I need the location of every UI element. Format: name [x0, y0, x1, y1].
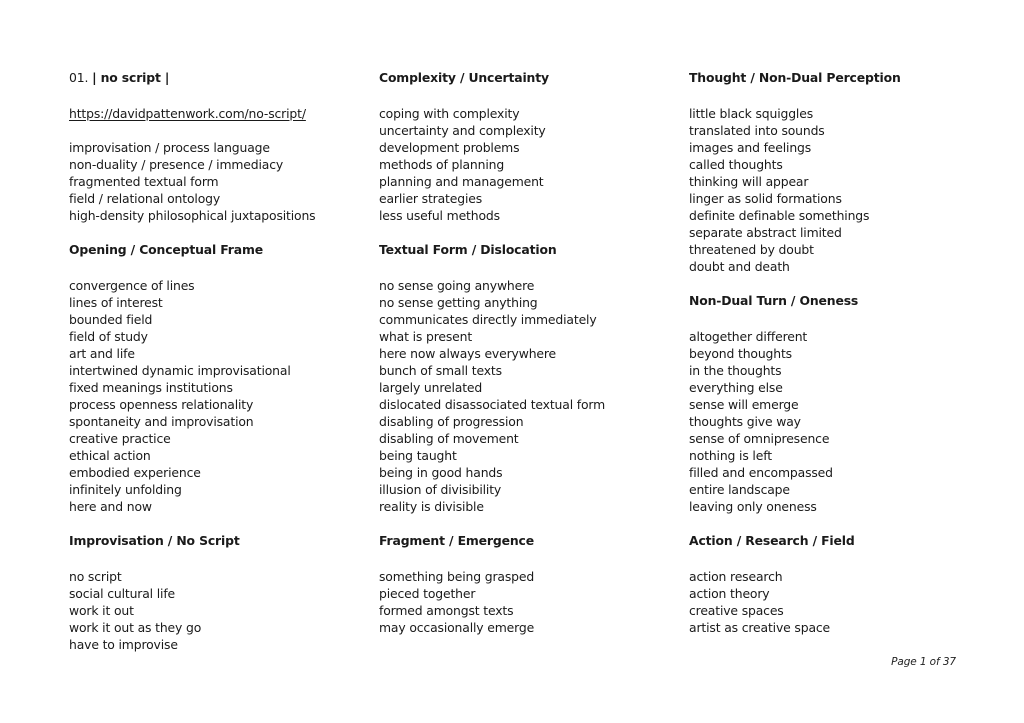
text-line: altogether different [689, 329, 808, 344]
text-line: development problems [379, 140, 520, 155]
text-line: coping with complexity [379, 106, 520, 121]
column-2 [379, 69, 679, 636]
section-lines [379, 105, 679, 224]
section-lines [689, 568, 989, 636]
keyword-item: non-duality / presence / immediacy [69, 157, 284, 172]
text-line: in the thoughts [689, 363, 782, 378]
text-line: action theory [689, 586, 770, 601]
text-line: planning and management [379, 174, 544, 189]
section-heading: Improvisation / No Script [69, 533, 240, 548]
document-number: 01. [69, 70, 89, 85]
text-line: less useful methods [379, 208, 500, 223]
text-line: entire landscape [689, 482, 790, 497]
section-heading: Action / Research / Field [689, 533, 855, 548]
text-line: artist as creative space [689, 620, 831, 635]
text-line: what is present [379, 329, 473, 344]
text-line: reality is divisible [379, 499, 484, 514]
section-heading: Complexity / Uncertainty [379, 70, 549, 85]
text-line: leaving only oneness [689, 499, 817, 514]
document-url-link[interactable]: https://davidpattenwork.com/no-script/ [69, 106, 306, 121]
text-line: something being grasped [379, 569, 535, 584]
text-line: fixed meanings institutions [69, 380, 233, 395]
section-lines [689, 105, 989, 275]
text-line: here and now [69, 499, 152, 514]
text-line: intertwined dynamic improvisational [69, 363, 291, 378]
text-line: definite definable somethings [689, 208, 870, 223]
text-line: no script [69, 569, 122, 584]
text-line: translated into sounds [689, 123, 825, 138]
text-line: beyond thoughts [689, 346, 792, 361]
column-3 [689, 69, 989, 636]
section-lines [379, 568, 679, 636]
document-header [69, 69, 369, 86]
text-line: communicates directly immediately [379, 312, 597, 327]
text-line: thinking will appear [689, 174, 809, 189]
section-heading: Thought / Non-Dual Perception [689, 70, 901, 85]
text-line: field of study [69, 329, 148, 344]
keyword-item: improvisation / process language [69, 140, 270, 155]
keyword-list [69, 139, 369, 224]
text-line: disabling of movement [379, 431, 519, 446]
text-line: little black squiggles [689, 106, 814, 121]
text-line: bounded field [69, 312, 153, 327]
text-line: spontaneity and improvisation [69, 414, 254, 429]
text-line: work it out [69, 603, 134, 618]
section-lines [69, 277, 369, 515]
text-line: no sense getting anything [379, 295, 538, 310]
text-line: infinitely unfolding [69, 482, 182, 497]
section-heading: Textual Form / Dislocation [379, 242, 557, 257]
text-line: nothing is left [689, 448, 772, 463]
section-heading: Fragment / Emergence [379, 533, 534, 548]
text-line: called thoughts [689, 157, 783, 172]
text-line: thoughts give way [689, 414, 801, 429]
text-line: methods of planning [379, 157, 505, 172]
text-line: process openness relationality [69, 397, 254, 412]
text-line: bunch of small texts [379, 363, 502, 378]
text-line: social cultural life [69, 586, 176, 601]
text-line: doubt and death [689, 259, 790, 274]
text-line: threatened by doubt [689, 242, 814, 257]
text-line: dislocated disassociated textual form [379, 397, 606, 412]
text-line: have to improvise [69, 637, 178, 652]
section-lines [379, 277, 679, 515]
section-lines [69, 568, 369, 653]
text-line: lines of interest [69, 295, 163, 310]
keyword-item: high-density philosophical juxtapositions [69, 208, 316, 223]
text-line: creative spaces [689, 603, 784, 618]
section-lines [689, 328, 989, 515]
text-line: art and life [69, 346, 135, 361]
text-line: work it out as they go [69, 620, 202, 635]
text-line: linger as solid formations [689, 191, 842, 206]
text-line: embodied experience [69, 465, 201, 480]
text-line: illusion of divisibility [379, 482, 502, 497]
section-heading: Non-Dual Turn / Oneness [689, 293, 859, 308]
text-line: everything else [689, 380, 783, 395]
text-line: here now always everywhere [379, 346, 557, 361]
text-line: filled and encompassed [689, 465, 833, 480]
document-title: | no script | [92, 70, 170, 85]
keyword-item: fragmented textual form [69, 174, 219, 189]
text-line: sense of omnipresence [689, 431, 830, 446]
text-line: being taught [379, 448, 457, 463]
section-heading: Opening / Conceptual Frame [69, 242, 263, 257]
text-line: earlier strategies [379, 191, 483, 206]
text-line: disabling of progression [379, 414, 524, 429]
text-line: sense will emerge [689, 397, 799, 412]
text-line: action research [689, 569, 783, 584]
text-line: images and feelings [689, 140, 812, 155]
text-line: uncertainty and complexity [379, 123, 546, 138]
text-line: no sense going anywhere [379, 278, 535, 293]
text-line: pieced together [379, 586, 476, 601]
text-line: separate abstract limited [689, 225, 842, 240]
column-1 [69, 69, 369, 653]
text-line: convergence of lines [69, 278, 195, 293]
page-number: Page 1 of 37 [891, 656, 956, 668]
text-line: being in good hands [379, 465, 503, 480]
keyword-item: field / relational ontology [69, 191, 221, 206]
text-line: formed amongst texts [379, 603, 514, 618]
text-line: ethical action [69, 448, 151, 463]
text-line: may occasionally emerge [379, 620, 535, 635]
text-line: creative practice [69, 431, 171, 446]
text-line: largely unrelated [379, 380, 483, 395]
